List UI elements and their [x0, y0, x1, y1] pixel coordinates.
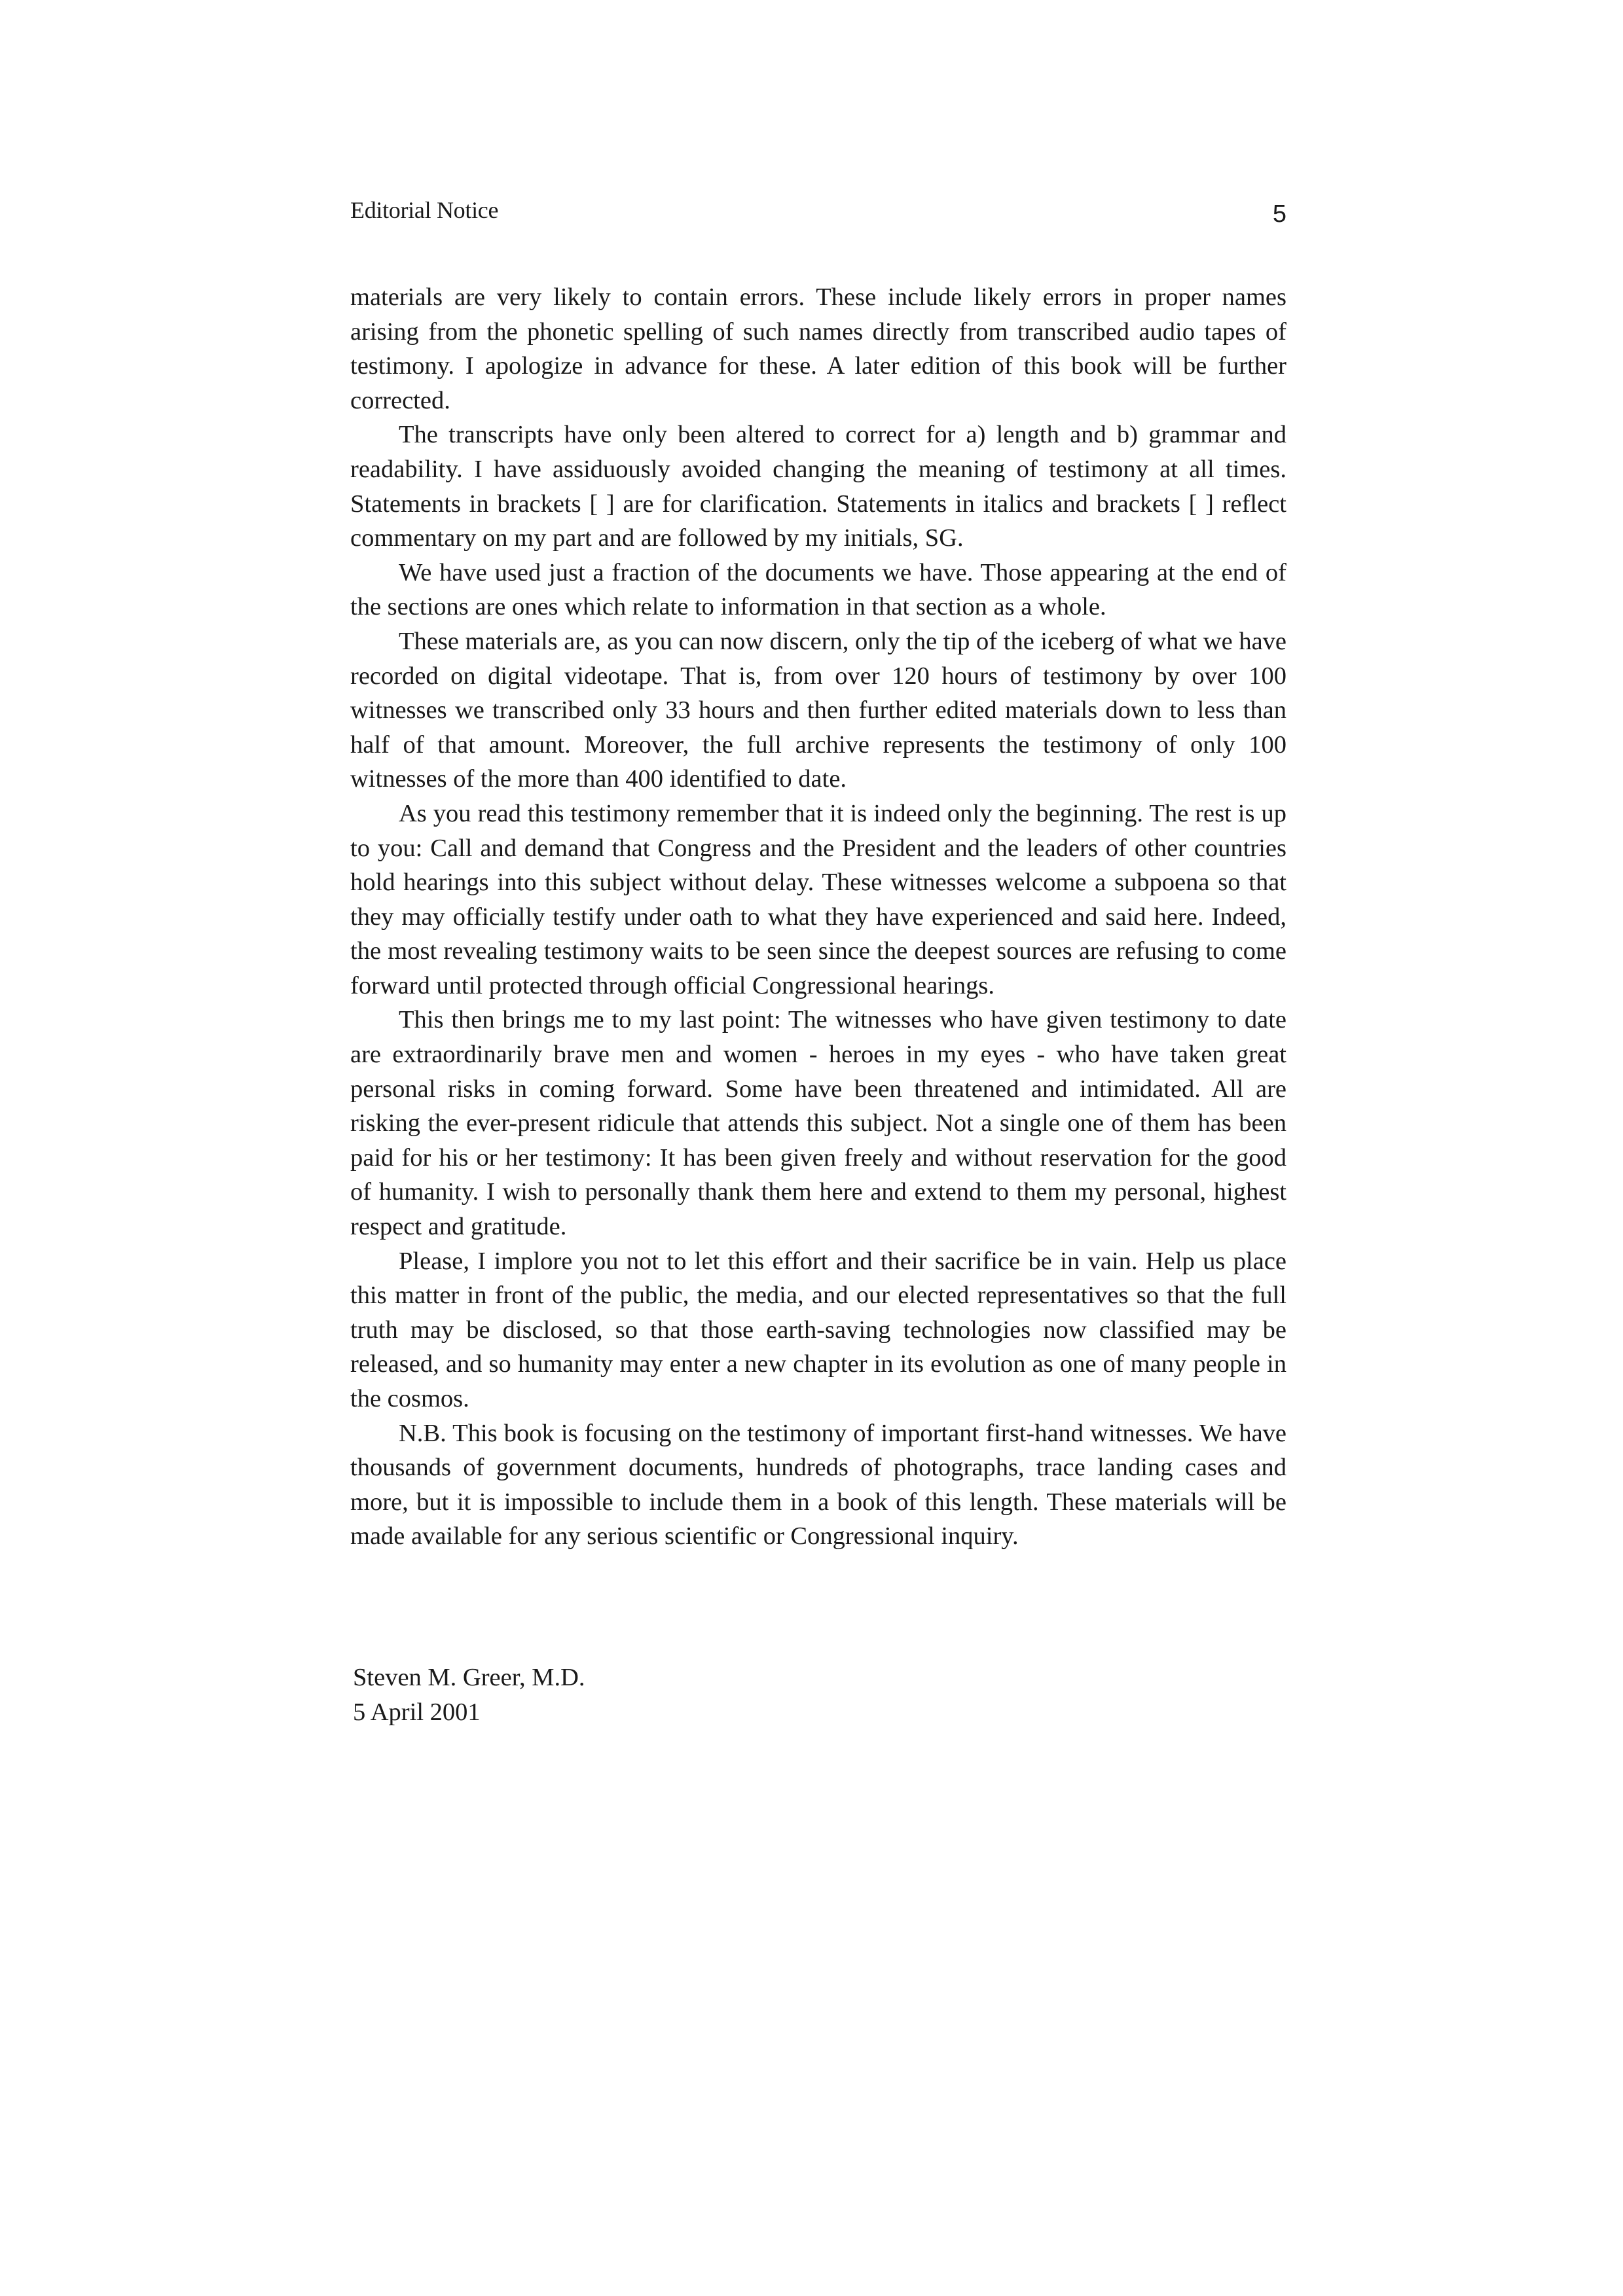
paragraph-call-to-action: As you read this testimony remember that it is indeed only the beginning. The rest is up to you: Call and demand that Congress and the President and the leaders of other countries hold hearings into this subject without delay. These witnesses welcome a subpoena so that they may officially testify under oath to what they have experienced and said here. Indeed, the most revealing testimony waits to be seen since the deepest sources are refusing to come forward until protected through official Congressional hearings. — [350, 799, 1286, 999]
paragraph-errors-notice: materials are very likely to contain errors. These include likely errors in proper names arising from the phonetic spelling of such names directly from transcribed audio tapes of testimony. I apologize in advance for these. A later edition of this book will be further corrected. — [350, 283, 1286, 414]
paragraph-transcript-edits: The transcripts have only been altered to correct for a) length and b) grammar and readability. I have assiduously avoided changing the meaning of testimony at all times. Statements in brackets [ ] are for clarification. Statements in italics and brackets [ ] reflect commentary on my part and are followed by my initials, SG. — [350, 421, 1286, 552]
signature-name: Steven M. Greer, M.D. — [353, 1664, 585, 1691]
page-number: 5 — [1272, 200, 1286, 228]
signature-date: 5 April 2001 — [353, 1698, 481, 1726]
body-text — [350, 280, 1286, 1554]
page-header — [350, 196, 1286, 229]
running-title: Editorial Notice — [350, 197, 499, 223]
paragraph-witness-thanks: This then brings me to my last point: The witnesses who have given testimony to date are extraordinarily brave men and women - heroes in my eyes - who have taken great personal risks in coming forward. Some have been threatened and intimidated. All are risking the ever-present ridicule that attends this subject. Not a single one of them has been paid for his or her testimony: It has been given freely and without reservation for the good of humanity. I wish to personally thank them here and extend to them my personal, highest respect and gratitude. — [350, 1006, 1286, 1241]
signature-block — [353, 1660, 585, 1729]
paragraph-documents-used: We have used just a fraction of the documents we have. Those appearing at the end of the sections are ones which relate to information in that section as a whole. — [350, 558, 1286, 621]
paragraph-archive-scope: These materials are, as you can now discern, only the tip of the iceberg of what we have recorded on digital videotape. That is, from over 120 hours of testimony by over 100 witnesses we transcribed only 33 hours and then further edited materials down to less than half of that amount. Moreover, the full archive represents the testimony of only 100 witnesses of the more than 400 identified to date. — [350, 627, 1286, 793]
paragraph-plea: Please, I implore you not to let this effort and their sacrifice be in vain. Help us place this matter in front of the public, the media, and our elected representatives so that the full truth may be disclosed, so that those earth-saving technologies now classified may be released, and so humanity may enter a new chapter in its evolution as one of many people in the cosmos. — [350, 1247, 1286, 1412]
paragraph-nota-bene: N.B. This book is focusing on the testimony of important first-hand witnesses. We have thousands of government documents, hundreds of photographs, trace landing cases and more, but it is impossible to include them in a book of this length. These materials will be made available for any serious scientific or Congressional inquiry. — [350, 1419, 1286, 1551]
